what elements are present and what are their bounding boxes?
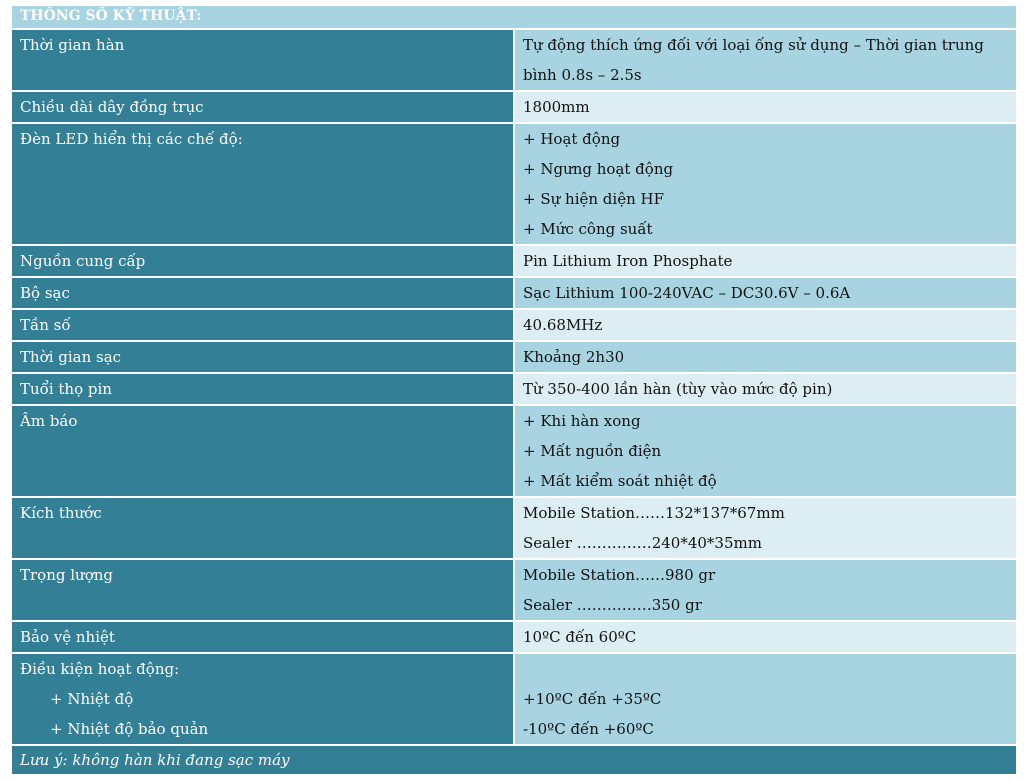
spec-row	[11, 621, 1017, 653]
spec-value: +10ºC đến +35ºC -10ºC đến +60ºC	[514, 653, 1017, 745]
spec-note-row	[11, 745, 1017, 775]
spec-value: + Hoạt động + Ngưng hoạt động + Sự hiện diện HF + Mức công suất	[514, 123, 1017, 245]
spec-value: Tự động thích ứng đối với loại ống sử dụng – Thời gian trung bình 0.8s – 2.5s	[514, 29, 1017, 91]
spec-label: Thời gian hàn	[11, 29, 514, 91]
spec-value: 1800mm	[514, 91, 1017, 123]
spec-row	[11, 309, 1017, 341]
spec-title: THÔNG SỐ KỸ THUẬT:	[11, 5, 1017, 29]
spec-value: 10ºC đến 60ºC	[514, 621, 1017, 653]
spec-row	[11, 497, 1017, 559]
spec-label: Trọng lượng	[11, 559, 514, 621]
spec-value: Từ 350-400 lần hàn (tùy vào mức độ pin)	[514, 373, 1017, 405]
spec-row	[11, 341, 1017, 373]
spec-row	[11, 559, 1017, 621]
spec-sublabel: + Nhiệt độ	[50, 690, 134, 708]
spec-row	[11, 653, 1017, 745]
spec-label: Đèn LED hiển thị các chế độ:	[11, 123, 514, 245]
spec-row	[11, 29, 1017, 91]
spec-row	[11, 405, 1017, 497]
spec-row	[11, 277, 1017, 309]
spec-label: Bộ sạc	[11, 277, 514, 309]
spec-row	[11, 123, 1017, 245]
spec-header-row	[11, 5, 1017, 29]
spec-sublabel: + Nhiệt độ bảo quản	[50, 720, 209, 738]
spec-label: Chiều dài dây đồng trục	[11, 91, 514, 123]
spec-label: Tần số	[11, 309, 514, 341]
spec-label: Âm báo	[11, 405, 514, 497]
spec-value: Mobile Station……132*137*67mm Sealer ……………240*40*35mm	[514, 497, 1017, 559]
spec-value: Mobile Station……980 gr Sealer ……………350 gr	[514, 559, 1017, 621]
spec-value: Khoảng 2h30	[514, 341, 1017, 373]
spec-value: + Khi hàn xong + Mất nguồn điện + Mất kiểm soát nhiệt độ	[514, 405, 1017, 497]
spec-value: Sạc Lithium 100-240VAC – DC30.6V – 0.6A	[514, 277, 1017, 309]
spec-table	[10, 4, 1018, 776]
spec-label: Điều kiện hoạt động: + Nhiệt độ + Nhiệt độ bảo quản	[11, 653, 514, 745]
spec-value: 40.68MHz	[514, 309, 1017, 341]
spec-value: Pin Lithium Iron Phosphate	[514, 245, 1017, 277]
spec-row	[11, 245, 1017, 277]
spec-label: Kích thước	[11, 497, 514, 559]
spec-row	[11, 373, 1017, 405]
spec-label: Nguồn cung cấp	[11, 245, 514, 277]
spec-note: Lưu ý: không hàn khi đang sạc máy	[11, 745, 1017, 775]
spec-label: Thời gian sạc	[11, 341, 514, 373]
spec-label: Tuổi thọ pin	[11, 373, 514, 405]
spec-label: Bảo vệ nhiệt	[11, 621, 514, 653]
spec-row	[11, 91, 1017, 123]
